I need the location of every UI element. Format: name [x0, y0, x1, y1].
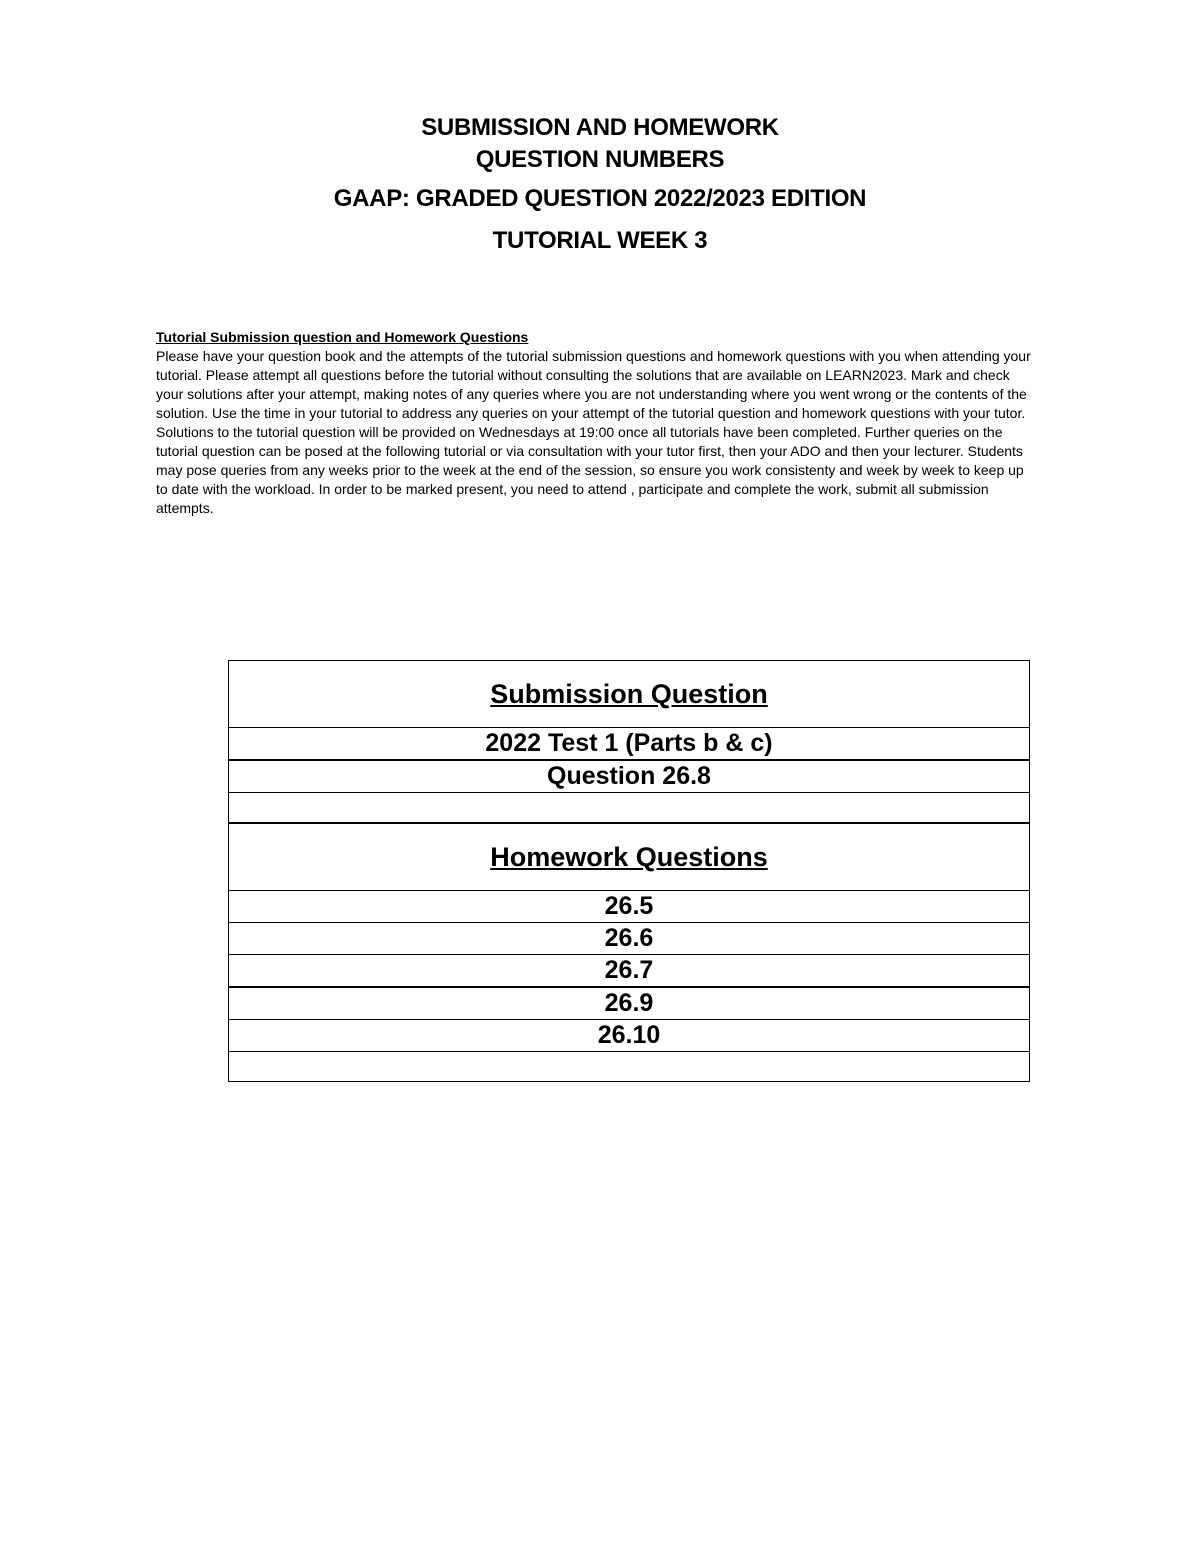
homework-item: 26.9: [229, 987, 1030, 1020]
question-table: [228, 660, 1030, 1082]
homework-item: 26.10: [229, 1020, 1030, 1052]
homework-item: 26.7: [229, 955, 1030, 988]
homework-item: 26.5: [229, 891, 1030, 923]
tutorial-week-heading: TUTORIAL WEEK 3: [492, 227, 708, 254]
page-title-line-2: QUESTION NUMBERS: [475, 146, 725, 173]
submission-item: 2022 Test 1 (Parts b & c): [229, 728, 1030, 761]
edition-heading: GAAP: GRADED QUESTION 2022/2023 EDITION: [333, 185, 867, 212]
blank-row: [229, 1052, 1030, 1082]
blank-row: [229, 793, 1030, 824]
submission-question-heading: Submission Question: [490, 678, 768, 709]
instructions-block: [156, 328, 1036, 518]
submission-item: Question 26.8: [229, 760, 1030, 793]
instructions-body: Please have your question book and the attempts of the tutorial submission questions and homework questions with you when attending your tutorial. Please attempt all questions before the tutorial without consulting the solutions that are available on LEARN2023. Mark and check your solutions after your attempt, making notes of any queries where you are not understanding where you went wrong or the contents of the solution. Use the time in your tutorial to address any queries on your attempt of the tutorial question and homework questions with your tutor. Solutions to the tutorial question will be provided on Wednesdays at 19:00 once all tutorials have been completed. Further queries on the tutorial question can be posed at the following tutorial or via consultation with your tutor first, then your ADO and then your lecturer. Students may pose queries from any weeks prior to the week at the end of the session, so ensure you work consistenty and week by week to keep up to date with the workload. In order to be marked present, you need to attend , participate and complete the work, submit all submission attempts.: [156, 348, 1031, 516]
homework-item: 26.6: [229, 923, 1030, 955]
page-title-line-1: SUBMISSION AND HOMEWORK: [421, 114, 779, 141]
instructions-title: Tutorial Submission question and Homework Questions: [156, 329, 529, 345]
homework-questions-heading: Homework Questions: [229, 823, 1030, 891]
